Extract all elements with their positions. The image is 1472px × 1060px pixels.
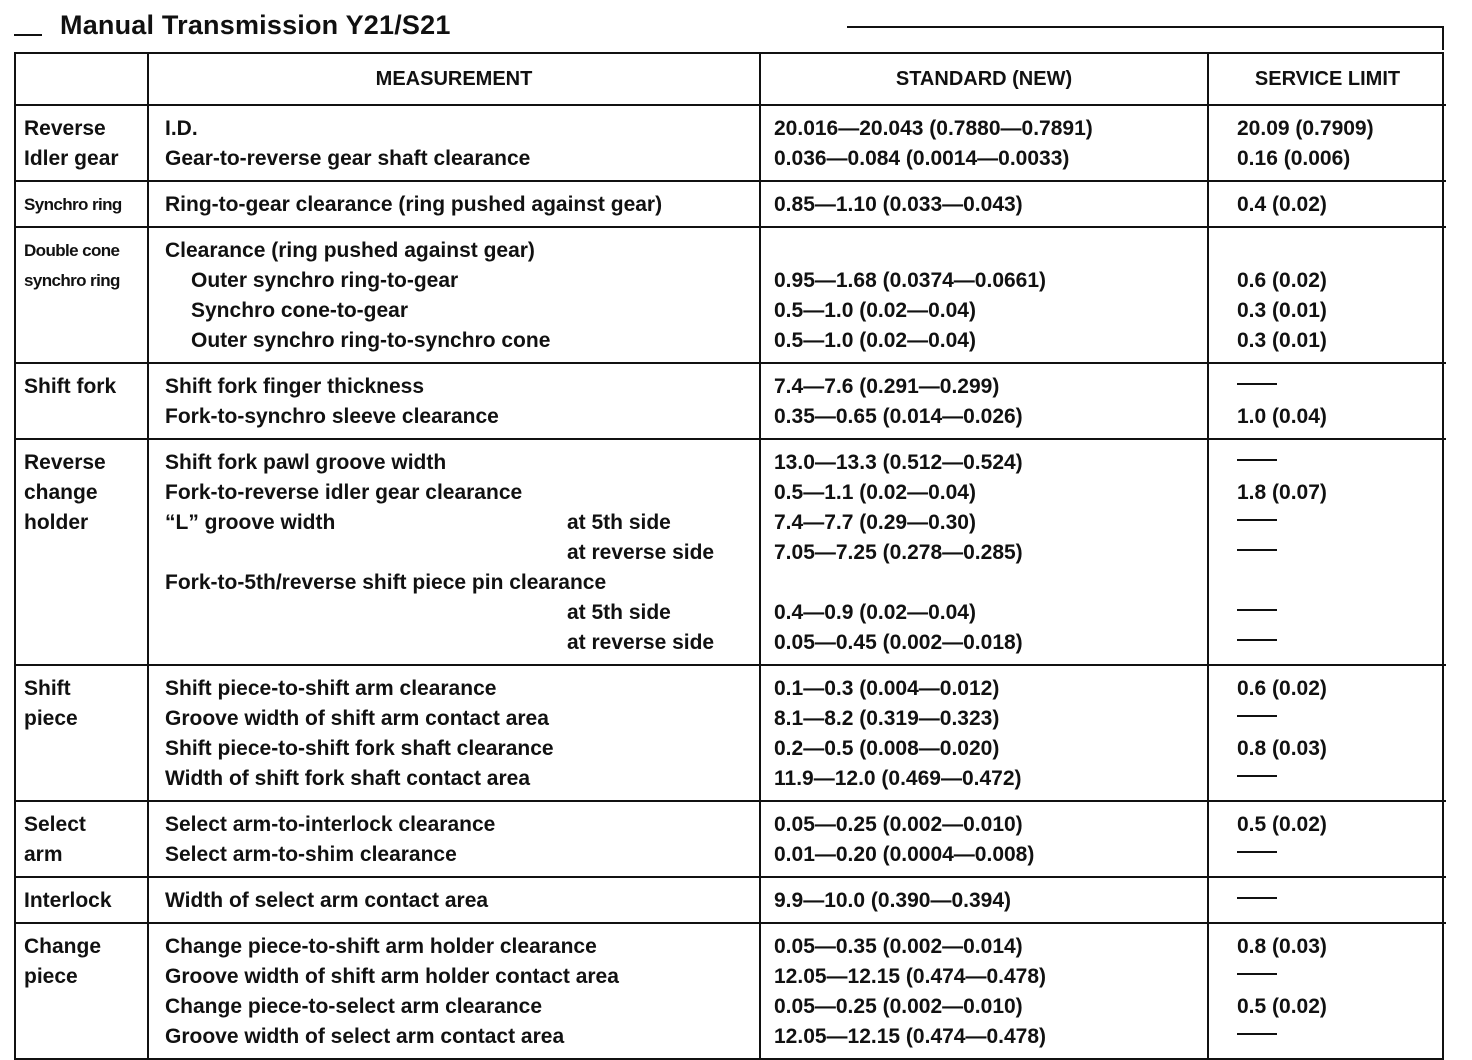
measurement-text: Shift fork finger thickness [165, 375, 425, 398]
service-limit-value: 1.8 (0.07) [1237, 481, 1327, 504]
measurement-line [149, 1022, 759, 1052]
spec-group-row [16, 181, 1446, 227]
service-limit-value: 0.6 (0.02) [1237, 677, 1327, 700]
category-line: arm [24, 843, 63, 866]
standard-value: 7.05—7.25 (0.278—0.285) [774, 541, 1023, 564]
group-category [16, 665, 148, 801]
standard-value: 0.05—0.45 (0.002—0.018) [774, 631, 1023, 654]
standard-value: 12.05—12.15 (0.474—0.478) [774, 965, 1047, 988]
standard-value: 0.1—0.3 (0.004—0.012) [774, 677, 1000, 700]
service-limit-value [1209, 538, 1446, 568]
service-limit-value: 0.8 (0.03) [1237, 737, 1327, 760]
category-line: Select [24, 813, 86, 836]
measurement-line [149, 886, 759, 916]
spec-group-row [16, 801, 1446, 877]
standard-value: 0.05—0.25 (0.002—0.010) [774, 813, 1023, 836]
category-line: Reverse [24, 451, 106, 474]
service-limit-cell [1208, 105, 1446, 181]
spec-group-row [16, 105, 1446, 181]
measurement-line [149, 598, 759, 628]
service-limit-value: 0.3 (0.01) [1237, 329, 1327, 352]
measurement-line [149, 236, 759, 266]
title-bar [14, 6, 1444, 46]
service-limit-cell [1208, 363, 1446, 439]
service-limit-value [1209, 448, 1446, 478]
measurement-cell [148, 439, 760, 665]
measurement-text: Groove width of shift arm contact area [165, 707, 549, 730]
standard-value: 11.9—12.0 (0.469—0.472) [774, 767, 1022, 790]
standard-value: 0.2—0.5 (0.008—0.020) [774, 737, 1000, 760]
service-limit-cell [1208, 439, 1446, 665]
service-limit-value: 20.09 (0.7909) [1237, 117, 1374, 140]
category-line: holder [24, 511, 89, 534]
measurement-line [149, 704, 759, 734]
category-line: piece [24, 965, 78, 988]
measurement-side: at reverse side [567, 541, 715, 564]
title-rule-left [14, 34, 42, 36]
standard-value: 0.01—0.20 (0.0004—0.008) [774, 843, 1035, 866]
standard-value: 7.4—7.7 (0.29—0.30) [774, 511, 976, 534]
service-limit-cell [1208, 181, 1446, 227]
category-line: change [24, 481, 98, 504]
title-rule-right [847, 26, 1444, 28]
spec-group-row [16, 665, 1446, 801]
standard-value: 0.05—0.35 (0.002—0.014) [774, 935, 1023, 958]
measurement-cell [148, 801, 760, 877]
group-category [16, 227, 148, 363]
standard-cell [760, 665, 1208, 801]
standard-cell [760, 801, 1208, 877]
standard-value: 0.95—1.68 (0.0374—0.0661) [774, 269, 1047, 292]
measurement-text: I.D. [165, 117, 198, 140]
no-limit-dash [1237, 609, 1277, 611]
category-line: Shift fork [24, 375, 117, 398]
header-measurement: MEASUREMENT [148, 54, 760, 105]
standard-value: 0.4—0.9 (0.02—0.04) [774, 601, 976, 624]
group-category [16, 181, 148, 227]
measurement-line [149, 992, 759, 1022]
spec-group-row [16, 923, 1446, 1058]
measurement-text: Gear-to-reverse gear shaft clearance [165, 147, 531, 170]
service-limit-value: 0.3 (0.01) [1237, 299, 1327, 322]
measurement-line [149, 402, 759, 432]
standard-cell [760, 181, 1208, 227]
category-line: Double cone [24, 241, 120, 260]
service-limit-value: 0.8 (0.03) [1237, 935, 1327, 958]
group-category [16, 105, 148, 181]
no-limit-dash [1237, 459, 1277, 461]
service-limit-value [1209, 962, 1446, 992]
measurement-cell [148, 181, 760, 227]
measurement-cell [148, 877, 760, 923]
measurement-text: Change piece-to-select arm clearance [165, 995, 542, 1018]
measurement-side: at reverse side [567, 631, 715, 654]
category-line: Shift [24, 677, 71, 700]
service-limit-value [1209, 704, 1446, 734]
service-limit-value [1209, 568, 1446, 598]
service-limit-value [1209, 840, 1446, 870]
no-limit-dash [1237, 973, 1277, 975]
no-limit-dash [1237, 1033, 1277, 1035]
measurement-line [149, 840, 759, 870]
measurement-line [149, 478, 759, 508]
measurement-text: Ring-to-gear clearance (ring pushed against gear) [165, 193, 663, 216]
standard-cell [760, 439, 1208, 665]
no-limit-dash [1237, 519, 1277, 521]
service-limit-value [1209, 764, 1446, 794]
measurement-cell [148, 363, 760, 439]
service-limit-value [1209, 508, 1446, 538]
page-title: Manual Transmission Y21/S21 [60, 10, 451, 40]
measurement-side: at 5th side [567, 601, 671, 624]
measurement-line [149, 190, 759, 220]
standard-value: 0.85—1.10 (0.033—0.043) [774, 193, 1023, 216]
no-limit-dash [1237, 775, 1277, 777]
spec-table [16, 54, 1446, 1058]
category-line: Idler gear [24, 147, 119, 170]
measurement-text: Fork-to-synchro sleeve clearance [165, 405, 499, 428]
measurement-line [149, 114, 759, 144]
standard-value: 0.036—0.084 (0.0014—0.0033) [774, 147, 1070, 170]
standard-value: 7.4—7.6 (0.291—0.299) [774, 375, 1000, 398]
header-service-limit: SERVICE LIMIT [1208, 54, 1446, 105]
measurement-text: Select arm-to-interlock clearance [165, 813, 496, 836]
measurement-text: Shift piece-to-shift fork shaft clearance [165, 737, 554, 760]
measurement-cell [148, 923, 760, 1058]
measurement-line [149, 568, 759, 598]
measurement-line [149, 764, 759, 794]
header-standard: STANDARD (NEW) [760, 54, 1208, 105]
measurement-text: Synchro cone-to-gear [191, 299, 409, 322]
measurement-text: Width of select arm contact area [165, 889, 489, 912]
measurement-line [149, 932, 759, 962]
spec-group-row [16, 877, 1446, 923]
category-line: synchro ring [24, 271, 120, 290]
service-limit-value [1209, 1022, 1446, 1052]
spec-table-frame [14, 52, 1444, 1060]
measurement-cell [148, 227, 760, 363]
group-category [16, 877, 148, 923]
service-limit-value [1209, 236, 1446, 266]
standard-value: 8.1—8.2 (0.319—0.323) [774, 707, 1000, 730]
service-limit-cell [1208, 923, 1446, 1058]
measurement-line [149, 810, 759, 840]
measurement-line [149, 266, 759, 296]
category-line: Reverse [24, 117, 106, 140]
measurement-line [149, 326, 759, 356]
standard-value: 0.5—1.0 (0.02—0.04) [774, 299, 976, 322]
measurement-text: Outer synchro ring-to-gear [191, 269, 459, 292]
standard-value: 0.5—1.0 (0.02—0.04) [774, 329, 976, 352]
category-line: Interlock [24, 889, 112, 912]
measurement-line [149, 734, 759, 764]
measurement-text: “L” groove width [165, 511, 336, 534]
measurement-line [149, 628, 759, 658]
no-limit-dash [1237, 639, 1277, 641]
service-limit-cell [1208, 665, 1446, 801]
title-rule-corner [1442, 26, 1444, 50]
standard-value: 12.05—12.15 (0.474—0.478) [774, 1025, 1047, 1048]
measurement-text: Shift fork pawl groove width [165, 451, 447, 474]
standard-value [761, 236, 1207, 266]
measurement-line [149, 372, 759, 402]
measurement-text: Clearance (ring pushed against gear) [165, 239, 535, 262]
standard-value: 20.016—20.043 (0.7880—0.7891) [774, 117, 1093, 140]
spec-group-row [16, 363, 1446, 439]
standard-cell [760, 227, 1208, 363]
measurement-text: Shift piece-to-shift arm clearance [165, 677, 497, 700]
measurement-line [149, 538, 759, 568]
spec-group-row [16, 439, 1446, 665]
category-line: Synchro ring [24, 195, 122, 214]
measurement-side: at 5th side [567, 511, 671, 534]
standard-cell [760, 363, 1208, 439]
measurement-text: Select arm-to-shim clearance [165, 843, 457, 866]
category-line: piece [24, 707, 78, 730]
service-limit-value [1209, 372, 1446, 402]
service-limit-value: 0.16 (0.006) [1237, 147, 1351, 170]
service-limit-value: 0.4 (0.02) [1237, 193, 1327, 216]
group-category [16, 363, 148, 439]
service-limit-value: 0.5 (0.02) [1237, 813, 1327, 836]
standard-cell [760, 105, 1208, 181]
spec-table-body [16, 105, 1446, 1058]
service-limit-value [1209, 628, 1446, 658]
measurement-cell [148, 105, 760, 181]
measurement-line [149, 962, 759, 992]
spec-group-row [16, 227, 1446, 363]
service-limit-value [1209, 598, 1446, 628]
service-limit-value: 0.5 (0.02) [1237, 995, 1327, 1018]
standard-value [761, 568, 1207, 598]
category-line: Change [24, 935, 102, 958]
measurement-cell [148, 665, 760, 801]
standard-value: 0.35—0.65 (0.014—0.026) [774, 405, 1023, 428]
measurement-text: Outer synchro ring-to-synchro cone [191, 329, 551, 352]
measurement-text: Groove width of shift arm holder contact area [165, 965, 619, 988]
measurement-text: Fork-to-5th/reverse shift piece pin clearance [165, 571, 607, 594]
service-limit-cell [1208, 227, 1446, 363]
standard-cell [760, 877, 1208, 923]
no-limit-dash [1237, 897, 1277, 899]
no-limit-dash [1237, 851, 1277, 853]
header-category [16, 54, 148, 105]
service-limit-value: 0.6 (0.02) [1237, 269, 1327, 292]
no-limit-dash [1237, 549, 1277, 551]
group-category [16, 439, 148, 665]
service-limit-cell [1208, 877, 1446, 923]
standard-value: 0.05—0.25 (0.002—0.010) [774, 995, 1023, 1018]
group-category [16, 801, 148, 877]
measurement-line [149, 674, 759, 704]
measurement-text: Change piece-to-shift arm holder clearance [165, 935, 597, 958]
measurement-line [149, 508, 759, 538]
service-limit-value: 1.0 (0.04) [1237, 405, 1327, 428]
measurement-text: Fork-to-reverse idler gear clearance [165, 481, 523, 504]
no-limit-dash [1237, 715, 1277, 717]
group-category [16, 923, 148, 1058]
measurement-line [149, 296, 759, 326]
measurement-line [149, 144, 759, 174]
standard-value: 9.9—10.0 (0.390—0.394) [774, 889, 1011, 912]
service-limit-cell [1208, 801, 1446, 877]
header-row [16, 54, 1446, 105]
measurement-text: Groove width of select arm contact area [165, 1025, 565, 1048]
measurement-line [149, 448, 759, 478]
standard-value: 0.5—1.1 (0.02—0.04) [774, 481, 976, 504]
standard-value: 13.0—13.3 (0.512—0.524) [774, 451, 1023, 474]
standard-cell [760, 923, 1208, 1058]
no-limit-dash [1237, 383, 1277, 385]
service-limit-value [1209, 886, 1446, 916]
measurement-text: Width of shift fork shaft contact area [165, 767, 531, 790]
